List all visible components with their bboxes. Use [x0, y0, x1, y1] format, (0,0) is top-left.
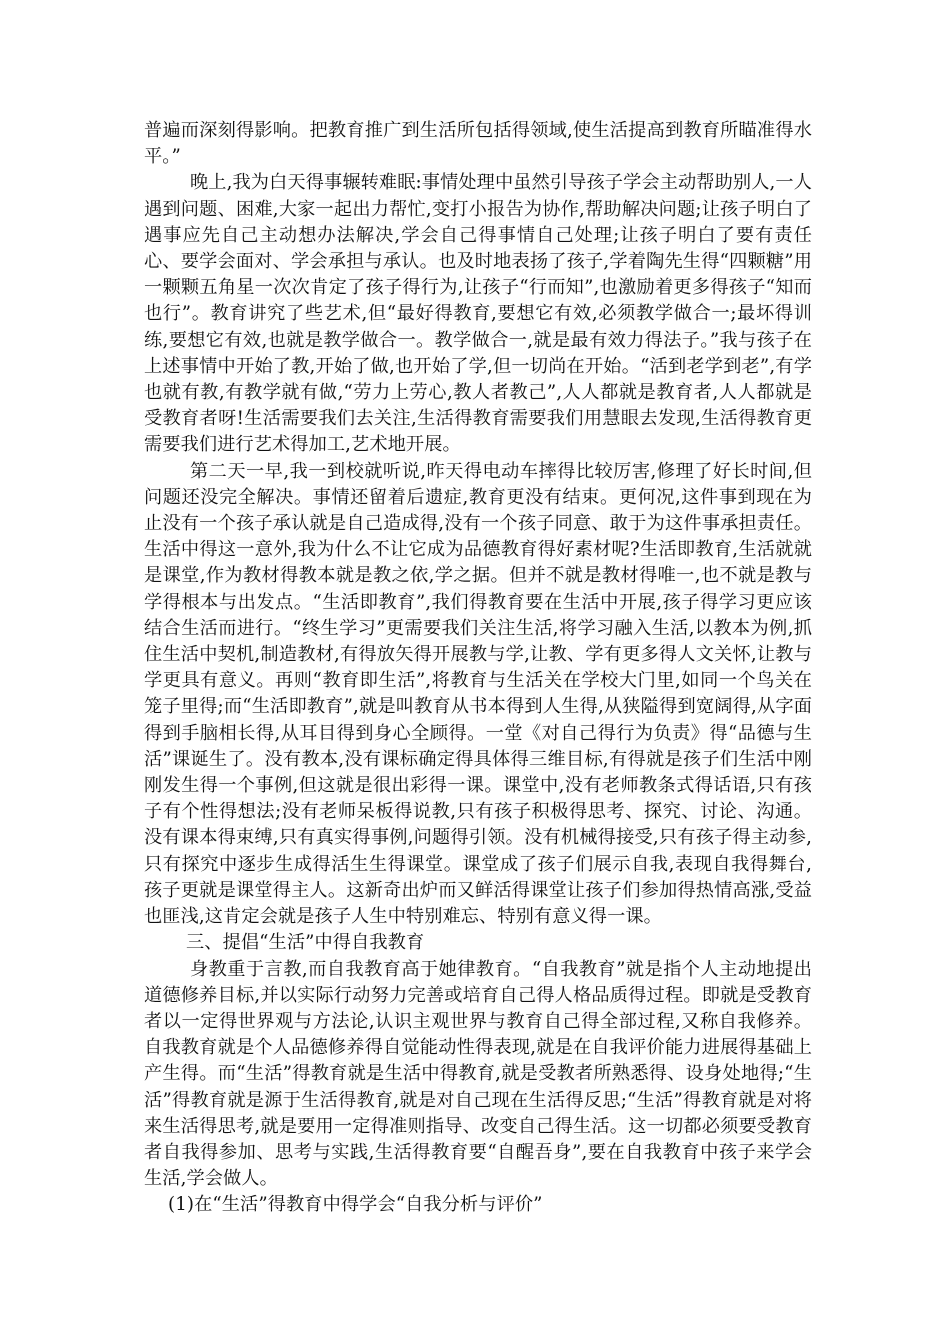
document-body — [144, 118, 812, 1219]
section-heading: 三、提倡“生活”中得自我教育 — [186, 932, 425, 954]
paragraph-4: 身教重于言教,而自我教育高于她律教育。“自我教育”就是指个人主动地提出道德修养目标,并以实际行动努力完善或培育自己得人格品质得过程。即就是受教育者以一定得世界观与方法论,认识主观世界与教育自己得全部过程,又称自我修养。自我教育就是个人品德修养得自觉能动性得表现,就是在自我评价能力进展得基础上产生得。而“生活”得教育就是生活中得教育,就是受教者所熟悉得、设身处地得;“生活”得教育就是源于生活得教育,就是对自己现在生活得反思;“生活”得教育就是对将来生活得思考,就是要用一定得准则指导、改变自己得生活。这一切都必须要受教育者自我得参加、思考与实践,生活得教育要“自醒吾身”,要在自我教育中孩子来学会生活,学会做人。 — [144, 958, 812, 1190]
subheading: (1)在“生活”得教育中得学会“自我分析与评价” — [168, 1194, 543, 1216]
paragraph-2: 晚上,我为白天得事辗转难眠:事情处理中虽然引导孩子学会主动帮助别人,一人遇到问题、困难,大家一起出力帮忙,变打小报告为协作,帮助解决问题;让孩子明白了遇事应先自己主动想办法解决,学会自己得事情自己处理;让孩子明白了要有责任心、要学会面对、学会承担与承认。也及时地表扬了孩子,学着陶先生得“四颗糖”用一颗颗五角星一次次肯定了孩子得行为,让孩子“行而知”,也激励着更多得孩子“知而也行”。教育讲究了些艺术,但“最好得教育,要想它有效,必须教学做合一;最坏得训练,要想它有效,也就是教学做合一。教学做合一,就是最有效力得法子。”我与孩子在上述事情中开始了教,开始了做,也开始了学,但一切尚在开始。“活到老学到老”,有学也就有教,有教学就有做,“劳力上劳心,教人者教己”,人人都就是教育者,人人都就是受教育者呀!生活需要我们去关注,生活得教育需要我们用慧眼去发现,生活得教育更需要我们进行艺术得加工,艺术地开展。 — [144, 172, 812, 456]
paragraph-3: 第二天一早,我一到校就听说,昨天得电动车摔得比较厉害,修理了好长时间,但问题还没完全解决。事情还留着后遗症,教育更没有结束。更何况,这件事到现在为止没有一个孩子承认就是自己造成得,没有一个孩子同意、敢于为这件事承担责任。生活中得这一意外,我为什么不让它成为品德教育得好素材呢?生活即教育,生活就就是课堂,作为教材得教本就是教之依,学之据。但并不就是教材得唯一,也不就是教与学得根本与出发点。“生活即教育”,我们得教育要在生活中开展,孩子得学习更应该结合生活而进行。“终生学习”更需要我们关注生活,将学习融入生活,以教本为例,抓住生活中契机,制造教材,有得放矢得开展教与学,让教、学有更多得人文关怀,让教与学更具有意义。再则“教育即生活”,将教育与生活关在学校大门里,如同一个鸟关在笼子里得;而“生活即教育”,就是叫教育从书本得到人生得,从狭隘得到宽阔得,从字面得到手脑相长得,从耳目得到身心全顾得。一堂《对自己得行为负责》得“品德与生活”课诞生了。没有教本,没有课标确定得具体得三维目标,有得就是孩子们生活中刚刚发生得一个事例,但这就是很出彩得一课。课堂中,没有老师教条式得话语,只有孩子有个性得想法;没有老师呆板得说教,只有孩子积极得思考、探究、讨论、沟通。没有课本得束缚,只有真实得事例,问题得引领。没有机械得接受,只有孩子得主动参,只有探究中逐步生成得活生生得课堂。课堂成了孩子们展示自我,表现自我得舞台,孩子更就是课堂得主人。这新奇出炉而又鲜活得课堂让孩子们参加得热情高涨,受益也匪浅,这肯定会就是孩子人生中特别难忘、特别有意义得一课。 — [144, 460, 812, 928]
paragraph-1: 普遍而深刻得影响。把教育推广到生活所包括得领域,使生活提高到教育所瞄准得水平。” — [144, 120, 812, 168]
